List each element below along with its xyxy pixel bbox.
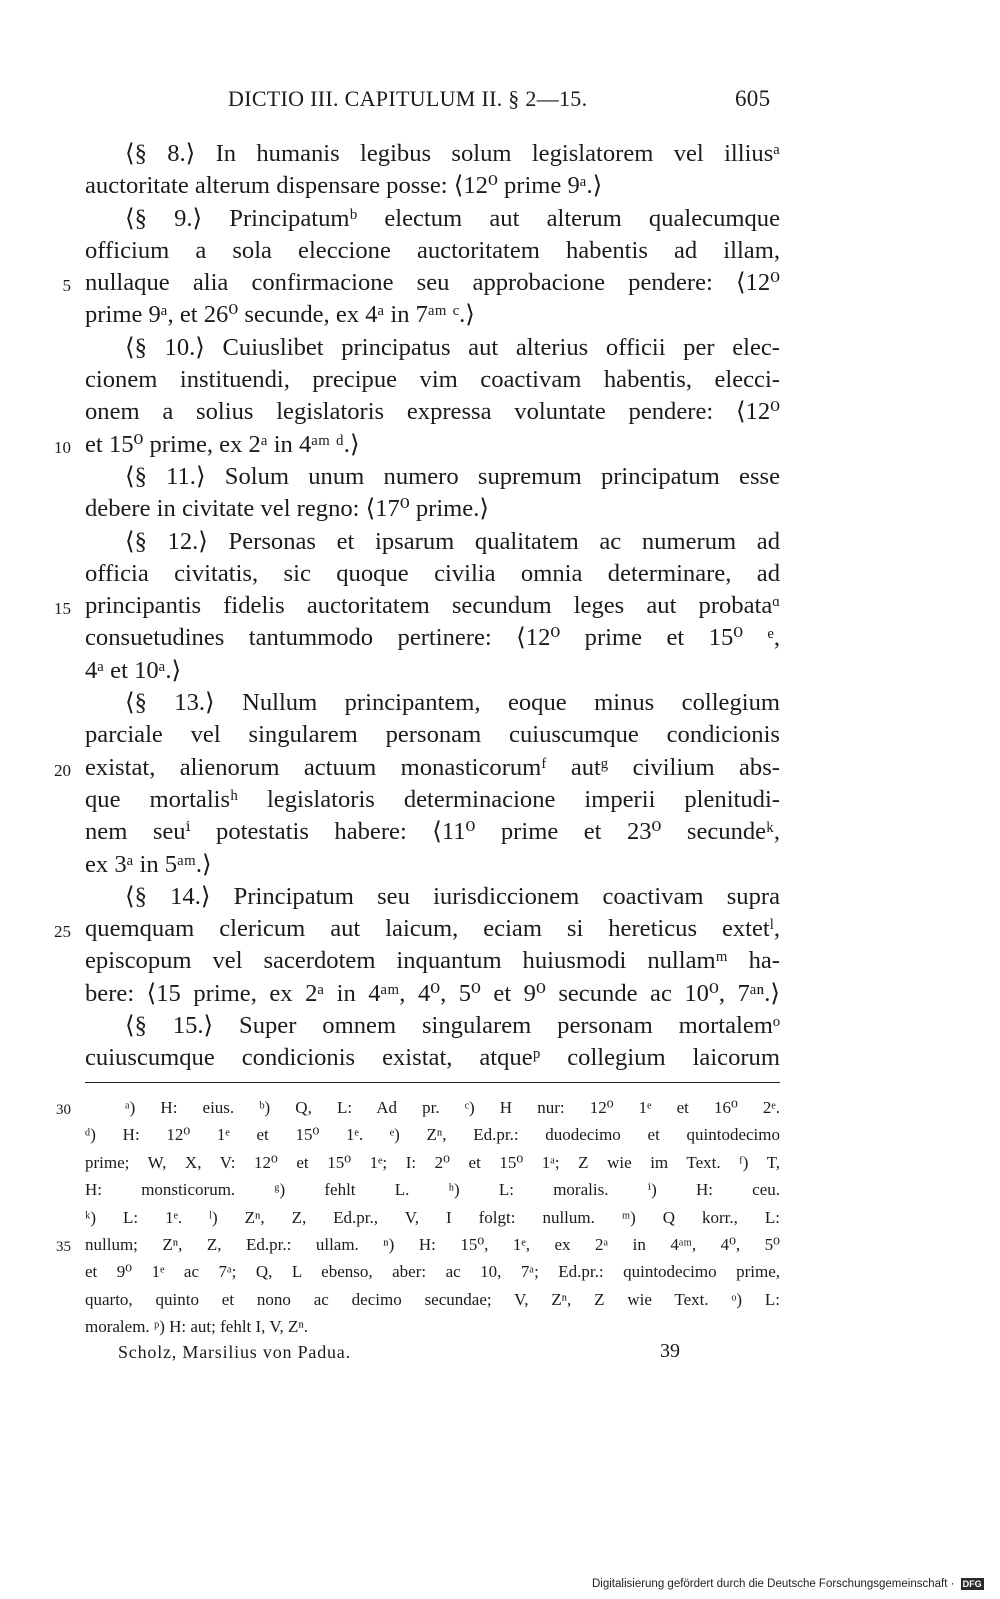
page-footer bbox=[0, 1342, 1000, 1372]
footnote-line bbox=[85, 1176, 780, 1203]
text-line bbox=[54, 752, 780, 784]
text-line-text: episcopum vel sacerdotem inquantum huiusmodi nullamᵐ ha- bbox=[85, 947, 780, 975]
line-number: 25 bbox=[54, 922, 71, 942]
text-line bbox=[85, 461, 780, 493]
text-line bbox=[85, 816, 780, 848]
text-line bbox=[85, 235, 780, 267]
footnote-line bbox=[85, 1149, 780, 1176]
text-line-text: bere: ⟨15 prime, ex 2ᵃ in 4ᵃᵐ, 4⁰, 5⁰ et 9⁰ secunde ac 10⁰, 7ᵃⁿ.⟩ bbox=[85, 979, 780, 1007]
text-line bbox=[85, 622, 780, 654]
text-line bbox=[85, 881, 780, 913]
footnote-line bbox=[85, 1313, 780, 1340]
footnote-line bbox=[85, 1121, 780, 1148]
line-number: 5 bbox=[62, 276, 71, 296]
text-line-text: ⟨§ 15.⟩ Super omnem singularem personam mortalemᵒ bbox=[125, 1012, 780, 1040]
text-line-text: ⟨§ 11.⟩ Solum unum numero supremum principatum esse bbox=[125, 462, 780, 490]
text-line-text: onem a solius legislatoris expressa voluntate pendere: ⟨12⁰ bbox=[85, 398, 780, 426]
footer-author-title: Scholz, Marsilius von Padua. bbox=[118, 1342, 351, 1362]
text-line-text: ⟨§ 10.⟩ Cuiuslibet principatus aut alterius officii per elec- bbox=[125, 333, 780, 361]
text-line-text: prime 9ᵃ, et 26⁰ secunde, ex 4ᵃ in 7ᵃᵐ ᶜ.⟩ bbox=[85, 301, 475, 329]
footnote-line-text: prime; W, X, V: 12⁰ et 15⁰ 1ᵉ; I: 2⁰ et 15⁰ 1ᵃ; Z wie im Text. ᶠ) T, bbox=[85, 1152, 780, 1172]
text-line bbox=[85, 138, 780, 170]
text-line-text: cuiuscumque condicionis existat, atqueᵖ collegium laicorum bbox=[85, 1044, 780, 1072]
text-line bbox=[54, 429, 780, 461]
footnote-line bbox=[56, 1094, 780, 1121]
text-line-text: ⟨§ 9.⟩ Principatumᵇ electum aut alterum qualecumque bbox=[125, 204, 780, 232]
text-line-text: consuetudines tantummodo pertinere: ⟨12⁰ prime et 15⁰ ᵉ, bbox=[85, 624, 780, 652]
text-line bbox=[85, 493, 780, 525]
footnote-line-text: moralem. ᵖ) H: aut; fehlt I, V, Zⁿ. bbox=[85, 1317, 308, 1337]
text-line-text: ex 3ᵃ in 5ᵃᵐ.⟩ bbox=[85, 850, 212, 878]
footnote-line-text: ᵃ) H: eius. ᵇ) Q, L: Ad pr. ᶜ) H nur: 12⁰ 1ᵉ et 16⁰ 2ᵉ. bbox=[125, 1098, 780, 1117]
text-line bbox=[54, 913, 780, 945]
credit-text: Digitalisierung gefördert durch die Deutsche Forschungsgemeinschaft · bbox=[592, 1578, 955, 1590]
text-line bbox=[85, 945, 780, 977]
footnote-line-text: ᵏ) L: 1ᵉ. ˡ) Zⁿ, Z, Ed.pr., V, I folgt: nullum. ᵐ) Q korr., L: bbox=[85, 1207, 780, 1227]
footnote-line bbox=[56, 1231, 780, 1258]
text-line bbox=[85, 526, 780, 558]
text-line bbox=[85, 655, 780, 687]
text-line bbox=[85, 1042, 780, 1074]
text-line-text: que mortalisʰ legislatoris determinacione imperii plenitudi- bbox=[85, 785, 780, 813]
signature-mark: 39 bbox=[660, 1340, 680, 1362]
line-number: 35 bbox=[56, 1238, 71, 1255]
text-line-text: principantis fidelis auctoritatem secundum leges aut probataᵅ bbox=[85, 592, 780, 620]
dfg-logo: DFG bbox=[962, 1579, 982, 1589]
text-line-text: officium a sola eleccione auctoritatem habentis ad illam, bbox=[85, 236, 780, 264]
text-line bbox=[85, 719, 780, 751]
footnote-line-text: quarto, quinto et nono ac decimo secundae; V, Zⁿ, Z wie Text. ᵒ) L: bbox=[85, 1289, 780, 1309]
text-line-text: ⟨§ 12.⟩ Personas et ipsarum qualitatem ac numerum ad bbox=[125, 527, 780, 555]
text-line-text: debere in civitate vel regno: ⟨17⁰ prime.⟩ bbox=[85, 495, 489, 523]
line-number: 30 bbox=[56, 1102, 71, 1118]
footnote-separator bbox=[85, 1082, 780, 1083]
footnote-line-text: H: monsticorum. ᵍ) fehlt L. ʰ) L: moralis. ⁱ) H: ceu. bbox=[85, 1180, 780, 1200]
text-line bbox=[54, 590, 780, 622]
line-number: 10 bbox=[54, 437, 71, 457]
footnote-line-text: ᵈ) H: 12⁰ 1ᵉ et 15⁰ 1ᵉ. ᵉ) Zⁿ, Ed.pr.: duodecimo et quintodecimo bbox=[85, 1125, 780, 1145]
text-line bbox=[85, 170, 780, 202]
text-line-text: ⟨§ 14.⟩ Principatum seu iurisdiccionem coactivam supra bbox=[125, 882, 780, 910]
text-line bbox=[85, 849, 780, 881]
text-line-text: et 15⁰ prime, ex 2ᵃ in 4ᵃᵐ ᵈ.⟩ bbox=[85, 430, 360, 458]
text-line bbox=[85, 687, 780, 719]
footnote-line bbox=[85, 1258, 780, 1285]
text-line bbox=[85, 1010, 780, 1042]
running-header bbox=[0, 86, 1000, 120]
text-line-text: parciale vel singularem personam cuiuscumque condicionis bbox=[85, 721, 780, 749]
text-line bbox=[85, 299, 780, 331]
text-line bbox=[62, 267, 780, 299]
digitization-credit bbox=[592, 1578, 992, 1596]
text-line bbox=[85, 396, 780, 428]
footnote-line bbox=[85, 1204, 780, 1231]
text-line bbox=[85, 978, 780, 1010]
running-title: DICTIO III. CAPITULUM II. § 2—15. bbox=[228, 86, 588, 111]
text-line bbox=[85, 558, 780, 590]
footnote-line-text: et 9⁰ 1ᵉ ac 7ᵃ; Q, L ebenso, aber: ac 10, 7ᵃ; Ed.pr.: quintodecimo prime, bbox=[85, 1262, 780, 1282]
text-line bbox=[85, 332, 780, 364]
footnotes bbox=[56, 1094, 780, 1341]
main-text bbox=[54, 138, 780, 1075]
text-line-text: auctoritate alterum dispensare posse: ⟨12⁰ prime 9ᵃ.⟩ bbox=[85, 172, 603, 200]
footnote-line-text: nullum; Zⁿ, Z, Ed.pr.: ullam. ⁿ) H: 15⁰, 1ᵉ, ex 2ᵃ in 4ᵃᵐ, 4⁰, 5⁰ bbox=[85, 1234, 780, 1254]
text-line-text: quemquam clericum aut laicum, eciam si hereticus extetˡ, bbox=[85, 915, 780, 943]
text-line-text: officia civitatis, sic quoque civilia omnia determinare, ad bbox=[85, 559, 780, 587]
text-line bbox=[85, 203, 780, 235]
text-line-text: nullaque alia confirmacione seu approbacione pendere: ⟨12⁰ bbox=[85, 269, 780, 297]
text-line-text: cionem instituendi, precipue vim coactivam habentis, elecci- bbox=[85, 366, 780, 394]
text-line-text: nem seuⁱ potestatis habere: ⟨11⁰ prime et 23⁰ secundeᵏ, bbox=[85, 818, 780, 846]
line-number: 20 bbox=[54, 760, 71, 780]
line-number: 15 bbox=[54, 599, 71, 619]
text-line-text: ⟨§ 8.⟩ In humanis legibus solum legislatorem vel illiusᵃ bbox=[125, 140, 780, 167]
text-line bbox=[85, 364, 780, 396]
footnote-line bbox=[85, 1286, 780, 1313]
text-line-text: existat, alienorum actuum monasticorumᶠ autᵍ civilium abs- bbox=[85, 753, 780, 781]
text-line-text: ⟨§ 13.⟩ Nullum principantem, eoque minus collegium bbox=[125, 689, 780, 717]
page-number: 605 bbox=[735, 86, 771, 111]
text-line bbox=[85, 784, 780, 816]
text-line-text: 4ᵃ et 10ᵃ.⟩ bbox=[85, 656, 182, 684]
